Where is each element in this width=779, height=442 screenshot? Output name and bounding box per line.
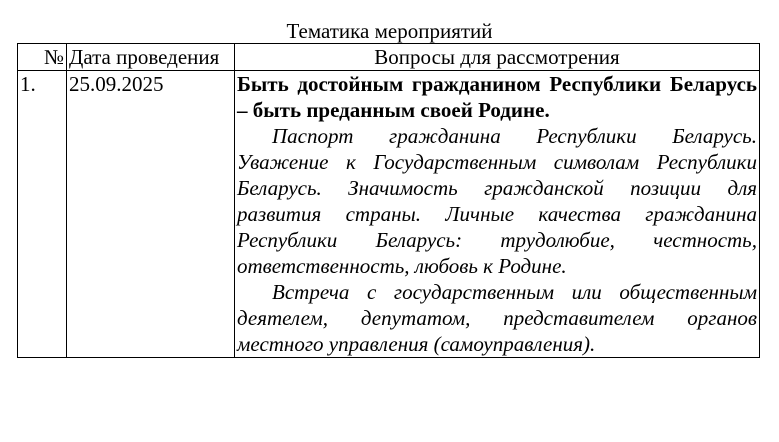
topic-paragraph-2: Встреча с государственным или общественным деятелем, депутатом, представителем органов местного управления (самоуправления). [237, 280, 757, 356]
events-table [17, 43, 760, 358]
topic-paragraph-1: Паспорт гражданина Республики Беларусь. Уважение к Государственным символам Республики Беларусь. Значимость гражданской позиции для развития страны. Личные качества гражданина Республики Беларусь: трудолюбие, честность, ответственность, любовь к Родине. [237, 124, 757, 278]
table-header-row [18, 44, 760, 71]
row-date: 25.09.2025 [67, 71, 235, 358]
row-number: 1. [18, 71, 67, 358]
table-row [18, 71, 760, 358]
row-questions [235, 71, 760, 358]
topic-heading: Быть достойным гражданином Республики Беларусь – быть преданным своей Родине. [237, 72, 757, 122]
header-date: Дата проведения [67, 44, 235, 71]
header-questions: Вопросы для рассмотрения [235, 44, 760, 71]
page-title: Тематика мероприятий [286, 19, 493, 43]
header-number: № [18, 44, 67, 71]
